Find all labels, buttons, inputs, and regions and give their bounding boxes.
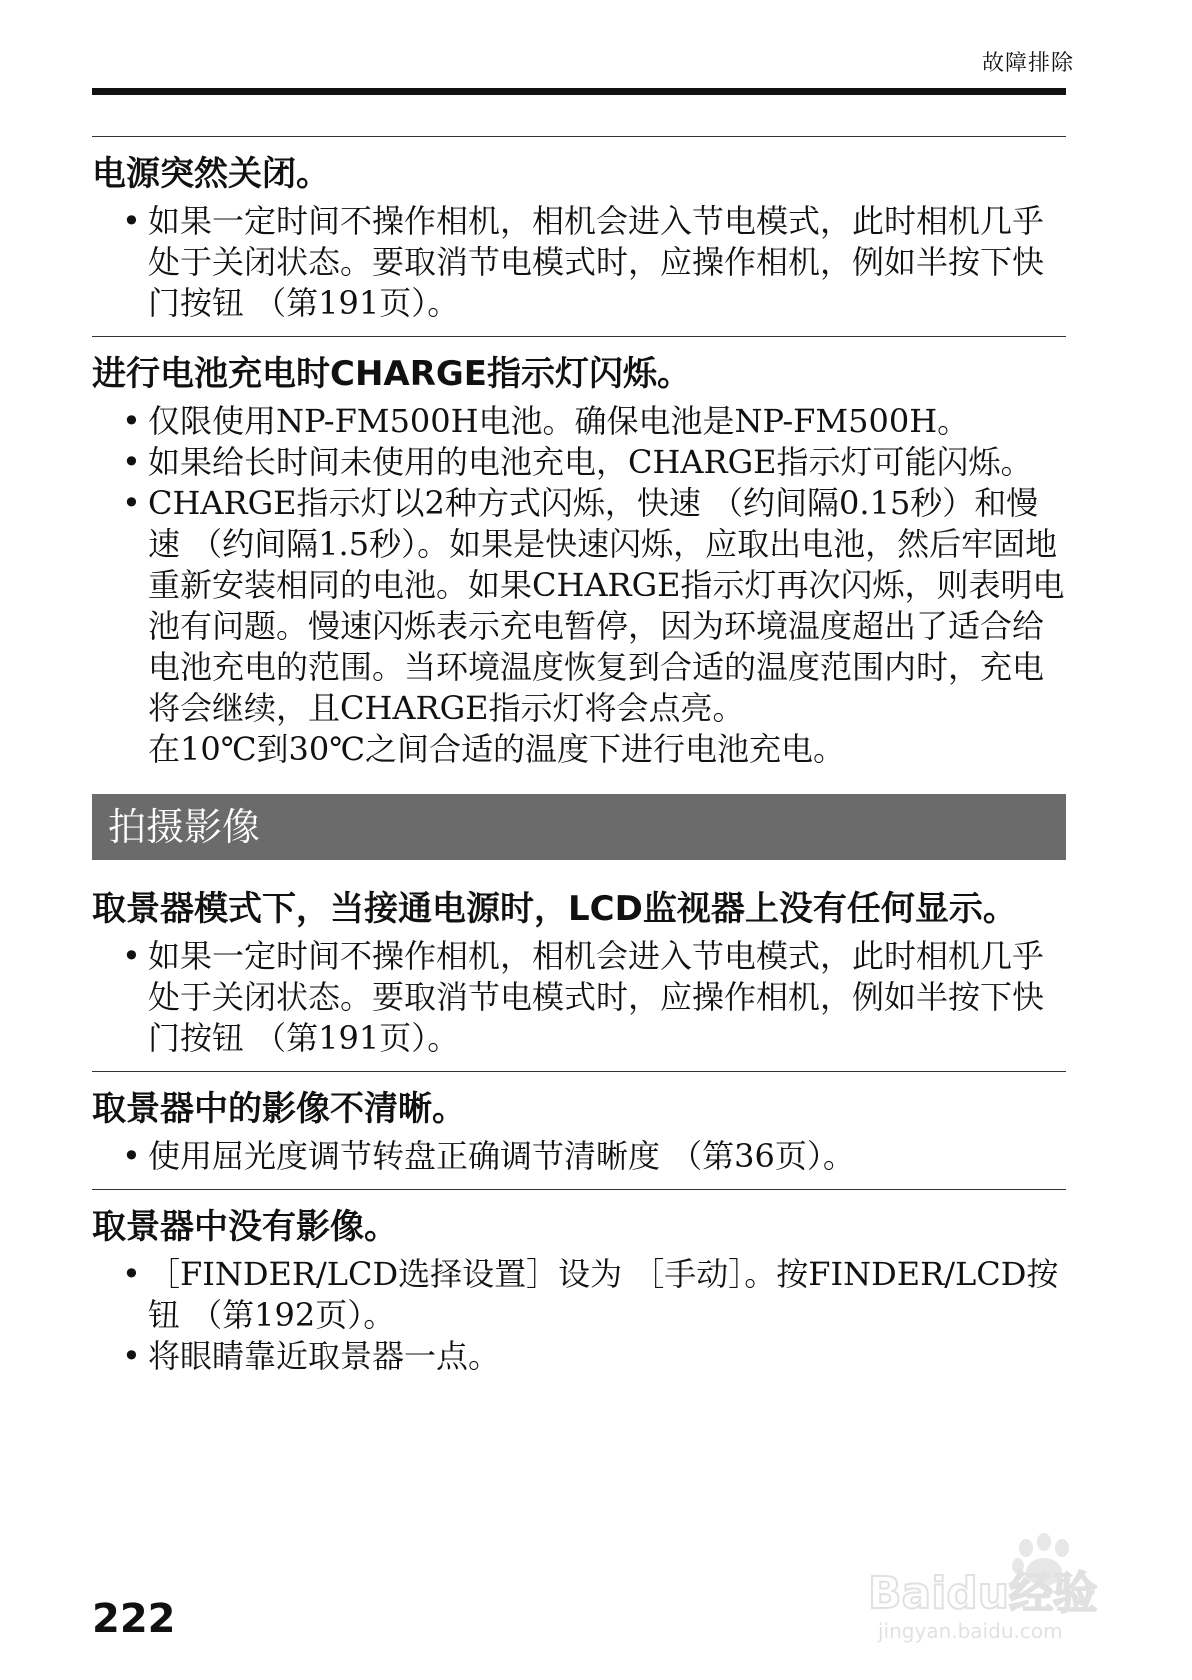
header-rule — [92, 88, 1066, 95]
answer-bullet: • 仅限使用NP-FM500H电池。确保电池是NP-FM500H。 — [122, 402, 970, 440]
answer-bullet: • 如果一定时间不操作相机，相机会进入节电模式，此时相机几乎处于关闭状态。要取消节电模式时，应操作相机，例如半按下快门按钮 （第191页）。 — [122, 202, 1045, 322]
faq-section — [92, 1071, 1066, 1177]
faq-section — [92, 336, 1066, 770]
watermark-url: jingyan.baidu.com — [878, 1619, 1063, 1643]
answer-bullet: • 使用屈光度调节转盘正确调节清晰度 （第36页）。 — [122, 1137, 855, 1175]
answer-bullet: • CHARGE指示灯以2种方式闪烁，快速 （约间隔0.15秒）和慢速 （约间隔1.5秒）。如果是快速闪烁，应取出电池，然后牢固地重新安装相同的电池。如果CHARGE指示灯再次闪烁，则表明电池有问题。慢速闪烁表示充电暂停，因为环境温度超出了适合给电池充电的范围。当环境温度恢复到合适的温度范围内时，充电将会继续，且CHARGE指示灯将会点亮。 在10℃到30℃之间合适的温度下进行电池充电。 — [122, 484, 1065, 768]
baidu-watermark-icon — [858, 1530, 1138, 1650]
question-title: 取景器模式下，当接通电源时，LCD监视器上没有任何显示。 — [92, 889, 1017, 929]
faq-section — [92, 136, 1066, 324]
answer-bullet: • 如果一定时间不操作相机，相机会进入节电模式，此时相机几乎处于关闭状态。要取消节电模式时，应操作相机，例如半按下快门按钮 （第191页）。 — [122, 937, 1045, 1057]
question-title: 电源突然关闭。 — [92, 154, 330, 194]
answer-bullet: • 如果给长时间未使用的电池充电，CHARGE指示灯可能闪烁。 — [122, 443, 1033, 481]
watermark-brand: Baidu经验 — [868, 1568, 1098, 1619]
answer-bullet: • 将眼睛靠近取景器一点。 — [122, 1337, 501, 1375]
faq-section — [92, 1189, 1066, 1377]
question-title: 进行电池充电时CHARGE指示灯闪烁。 — [92, 354, 692, 394]
chapter-header: 故障排除 — [981, 51, 1074, 76]
question-title: 取景器中的影像不清晰。 — [92, 1089, 466, 1129]
answer-note: 在10℃到30℃之间合适的温度下进行电池充电。 — [148, 730, 846, 768]
section-heading-bar: 拍摄影像 — [92, 794, 1066, 860]
page-number: 222 — [92, 1596, 176, 1642]
page-content — [92, 136, 1066, 1389]
answer-bullet: • ［FINDER/LCD选择设置］设为 ［手动］。按FINDER/LCD按钮 （第192页）。 — [122, 1255, 1059, 1334]
faq-section — [92, 880, 1066, 1059]
question-title: 取景器中没有影像。 — [92, 1207, 398, 1247]
